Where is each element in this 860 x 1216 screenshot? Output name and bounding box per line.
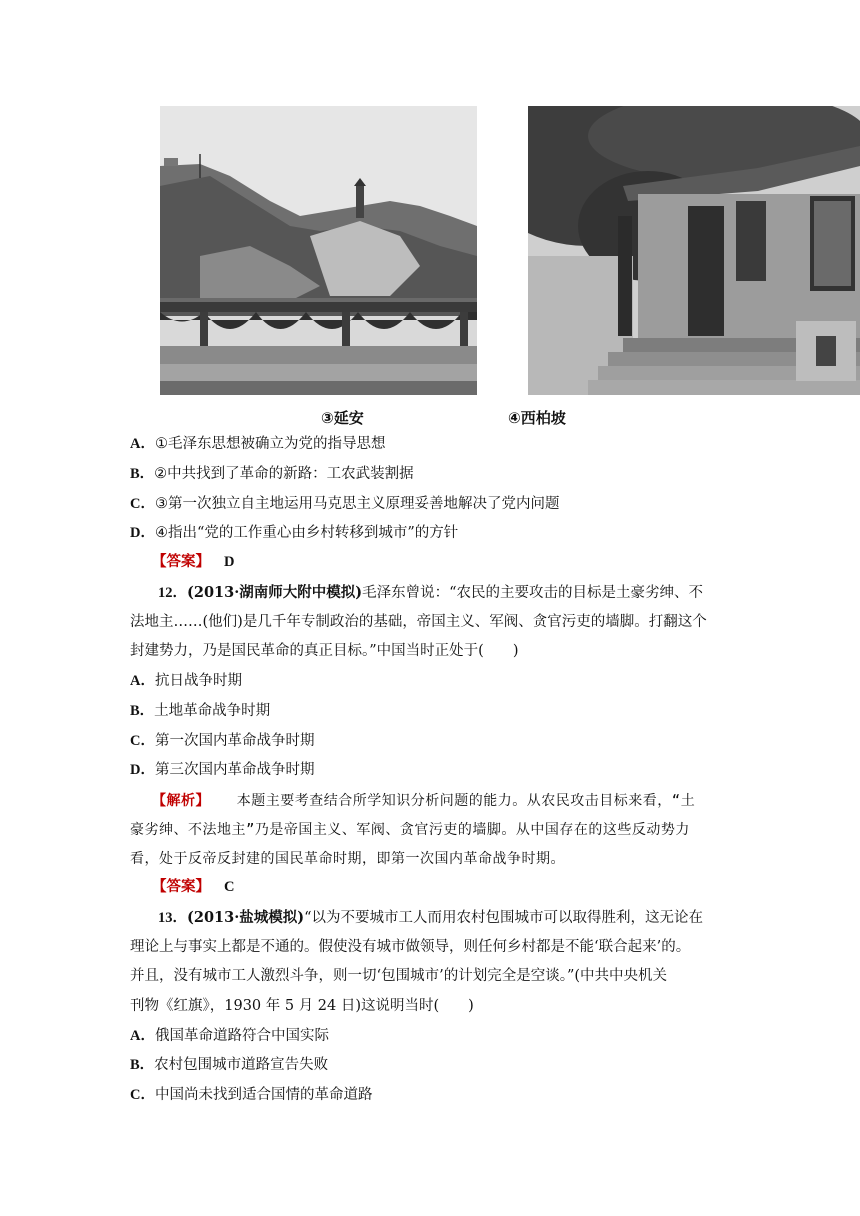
- q12-stem-line-1: 12．(2013·湖南师大附中模拟)毛泽东曾说：“农民的主要攻击的目标是土豪劣绅、不: [158, 584, 704, 601]
- q13-stem-line-2: 理论上与事实上都是不通的。假使没有城市做领导，则任何乡村都是不能‘联合起来’的。: [130, 939, 691, 955]
- xibaipo-caption: ④西柏坡: [508, 409, 566, 427]
- q13-option-a: A．俄国革命道路符合中国实际: [130, 1028, 329, 1044]
- q12-stem-line-3: 封建势力，乃是国民革命的真正目标。”中国当时正处于( ): [130, 643, 519, 659]
- q12-analysis-line-3: 看，处于反帝反封建的国民革命时期，即第一次国内革命战争时期。: [130, 851, 565, 867]
- q12-analysis-line-1: 【解析】 本题主要考查结合所学知识分析问题的能力。从农民攻击目标来看，“土: [152, 793, 696, 809]
- q12-analysis-line-2: 豪劣绅、不法地主”乃是帝国主义、军阀、贪官污吏的墙脚。从中国存在的这些反动势力: [130, 822, 690, 838]
- q13-option-c: C．中国尚未找到适合国情的革命道路: [130, 1087, 373, 1103]
- q13-option-b: B．农村包围城市道路宣告失败: [130, 1057, 329, 1073]
- q12-option-b: B．土地革命战争时期: [130, 703, 271, 719]
- q12-option-c: C．第一次国内革命战争时期: [130, 733, 315, 749]
- q13-stem-line-1: 13．(2013·盐城模拟)“以为不要城市工人而用农村包围城市可以取得胜利，这无论在: [158, 909, 704, 926]
- q11-option-c: C．③第一次独立自主地运用马克思主义原理妥善地解决了党内问题: [130, 496, 560, 512]
- yanan-photo: [160, 106, 477, 395]
- q11-option-d: D．④指出“党的工作重心由乡村转移到城市”的方针: [130, 525, 459, 541]
- xibaipo-photo: [528, 106, 860, 395]
- q12-stem-line-2: 法地主……(他们)是几千年专制政治的基础，帝国主义、军阀、贪官污吏的墙脚。打翻这个: [130, 614, 707, 630]
- yanan-caption: ③延安: [321, 409, 364, 427]
- q13-stem-line-4: 刊物《红旗》，1930 年 5 月 24 日)这说明当时( ): [130, 998, 474, 1014]
- q11-option-b: B．②中共找到了革命的新路：工农武装割据: [130, 466, 414, 482]
- q11-answer: 【答案】 D: [152, 553, 235, 570]
- q11-option-a: A．①毛泽东思想被确立为党的指导思想: [130, 436, 386, 452]
- q13-stem-line-3: 并且，没有城市工人激烈斗争，则一切‘包围城市’的计划完全是空谈。”(中共中央机关: [130, 968, 668, 984]
- q12-option-a: A．抗日战争时期: [130, 673, 242, 689]
- q12-answer: 【答案】 C: [152, 878, 235, 895]
- q12-option-d: D．第三次国内革命战争时期: [130, 762, 315, 778]
